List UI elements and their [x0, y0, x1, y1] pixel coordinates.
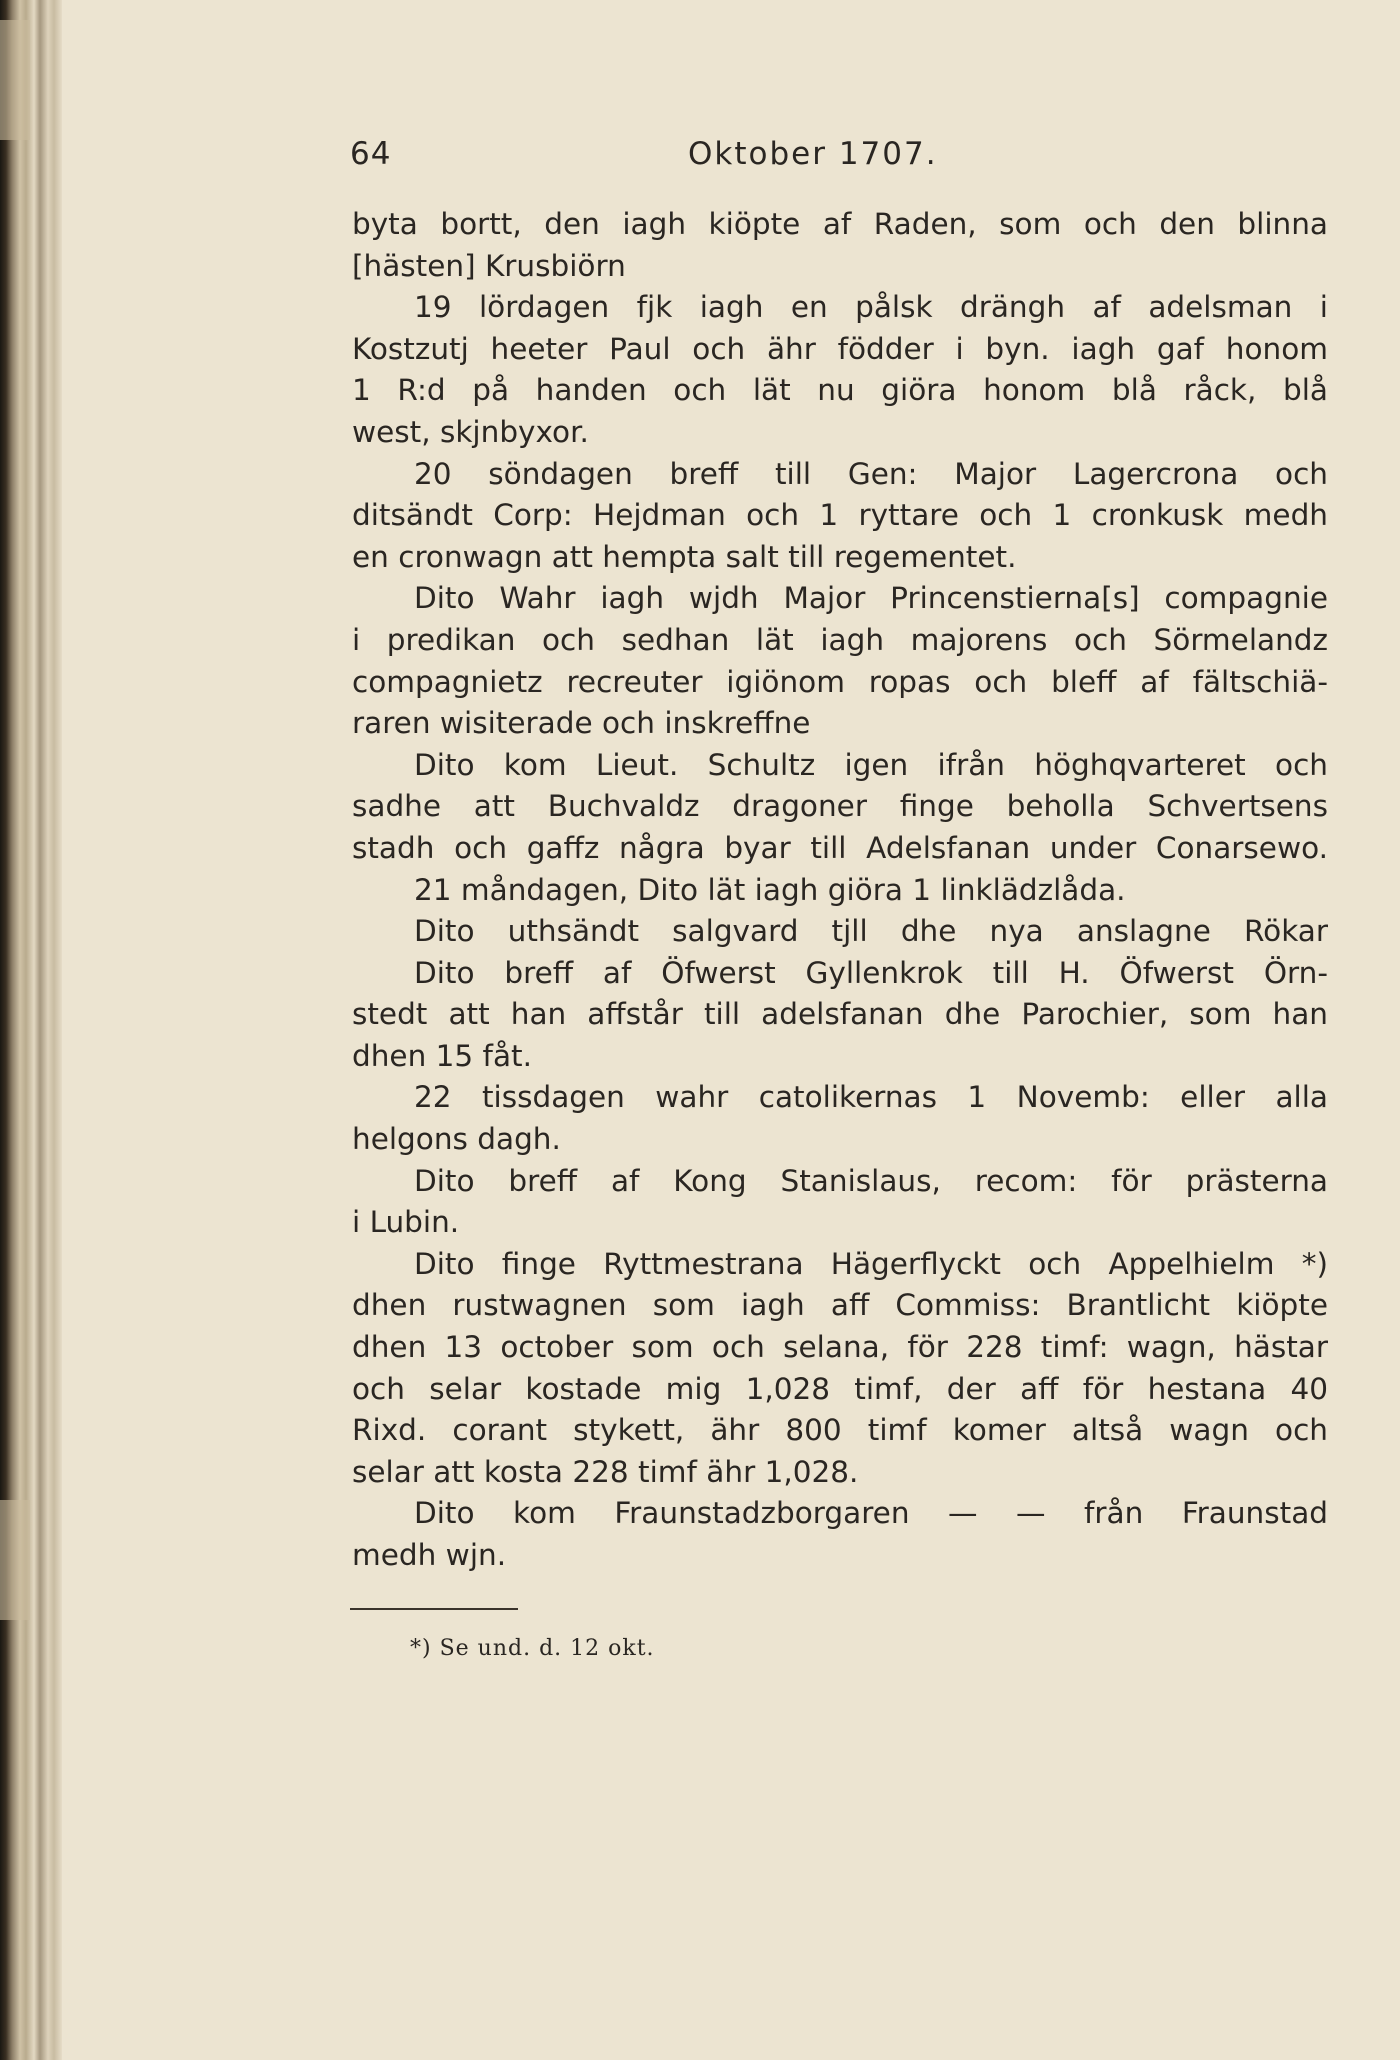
page-number: 64 — [350, 136, 392, 172]
text-line: Dito kom Fraunstadzborgaren — — från Fraunstad — [414, 1496, 1328, 1531]
text-line: medh wjn. — [352, 1538, 507, 1572]
text-line: en cronwagn att hempta salt till regementet. — [352, 539, 1017, 574]
text-line: Dito Wahr iagh wjdh Major Princenstierna[s] compagnie — [414, 581, 1328, 616]
text-line: sadhe att Buchvaldz dragoner finge beholla Schvertsens — [352, 789, 1328, 824]
text-line: och selar kostade mig 1,028 timf, der aff för hestana 40 — [352, 1371, 1328, 1406]
text-line: raren wisiterade och inskreffne — [352, 706, 811, 741]
text-line: 1 R:d på handen och lät nu giöra honom blå råck, blå — [352, 373, 1328, 408]
text-line: selar att kosta 228 timf ähr 1,028. — [352, 1454, 859, 1489]
text-line: Dito uthsändt salgvard tjll dhe nya anslagne Rökar — [414, 914, 1328, 949]
text-line: compagnietz recreuter igiönom ropas och bleff af fältschiä- — [352, 664, 1328, 699]
text-line: helgons dagh. — [352, 1122, 561, 1157]
text-line: Dito finge Ryttmestrana Hägerflyckt och Appelhielm *) — [414, 1246, 1328, 1281]
text-line: byta bortt, den iagh kiöpte af Raden, som och den blinna — [352, 207, 1328, 241]
text-line: dhen 15 fåt. — [352, 1038, 532, 1073]
text-line: Rixd. corant stykett, ähr 800 timf komer altså wagn och — [352, 1413, 1328, 1448]
body-text — [352, 204, 1328, 1577]
text-line: ditsändt Corp: Hejdman och 1 ryttare och 1 cronkusk medh — [352, 498, 1328, 533]
running-head — [350, 136, 1330, 180]
binding-mark — [0, 20, 30, 140]
text-line: i Lubin. — [352, 1205, 460, 1240]
text-line: [hästen] Krusbiörn — [352, 248, 626, 283]
text-line: 21 måndagen, Dito lät iagh giöra 1 linklädzlåda. — [414, 872, 1126, 907]
text-line: west, skjnbyxor. — [352, 414, 589, 449]
text-line: Dito breff af Öfwerst Gyllenkrok till H. Öfwerst Örn- — [414, 955, 1328, 990]
text-line: dhen 13 october som och selana, för 228 timf: wagn, hästar — [352, 1330, 1328, 1365]
text-line: dhen rustwagnen som iagh aff Commiss: Brantlicht kiöpte — [352, 1288, 1328, 1323]
text-line: Dito breff af Kong Stanislaus, recom: för prästerna — [414, 1163, 1328, 1198]
footnote: *) Se und. d. 12 okt. — [410, 1636, 655, 1661]
text-line: 19 lördagen fjk iagh en pålsk drängh af adelsman i — [414, 290, 1328, 325]
running-head-title: Oktober 1707. — [688, 136, 938, 172]
text-line: 20 söndagen breff till Gen: Major Lagercrona och — [414, 456, 1328, 491]
text-line: Dito kom Lieut. Schultz igen ifrån höghqvarteret och — [414, 747, 1328, 782]
text-line: Kostzutj heeter Paul och ähr födder i byn. iagh gaf honom — [352, 331, 1328, 366]
book-gutter — [0, 0, 62, 2060]
binding-mark — [0, 1500, 30, 1620]
text-line: stedt att han affstår till adelsfanan dhe Parochier, som han — [352, 997, 1328, 1032]
footnote-rule — [350, 1608, 518, 1610]
text-line: i predikan och sedhan lät iagh majorens och Sörmelandz — [352, 622, 1328, 657]
text-line: stadh och gaffz några byar till Adelsfanan under Conarsewo. — [352, 830, 1328, 865]
text-line: 22 tissdagen wahr catolikernas 1 Novemb: eller alla — [414, 1080, 1328, 1115]
